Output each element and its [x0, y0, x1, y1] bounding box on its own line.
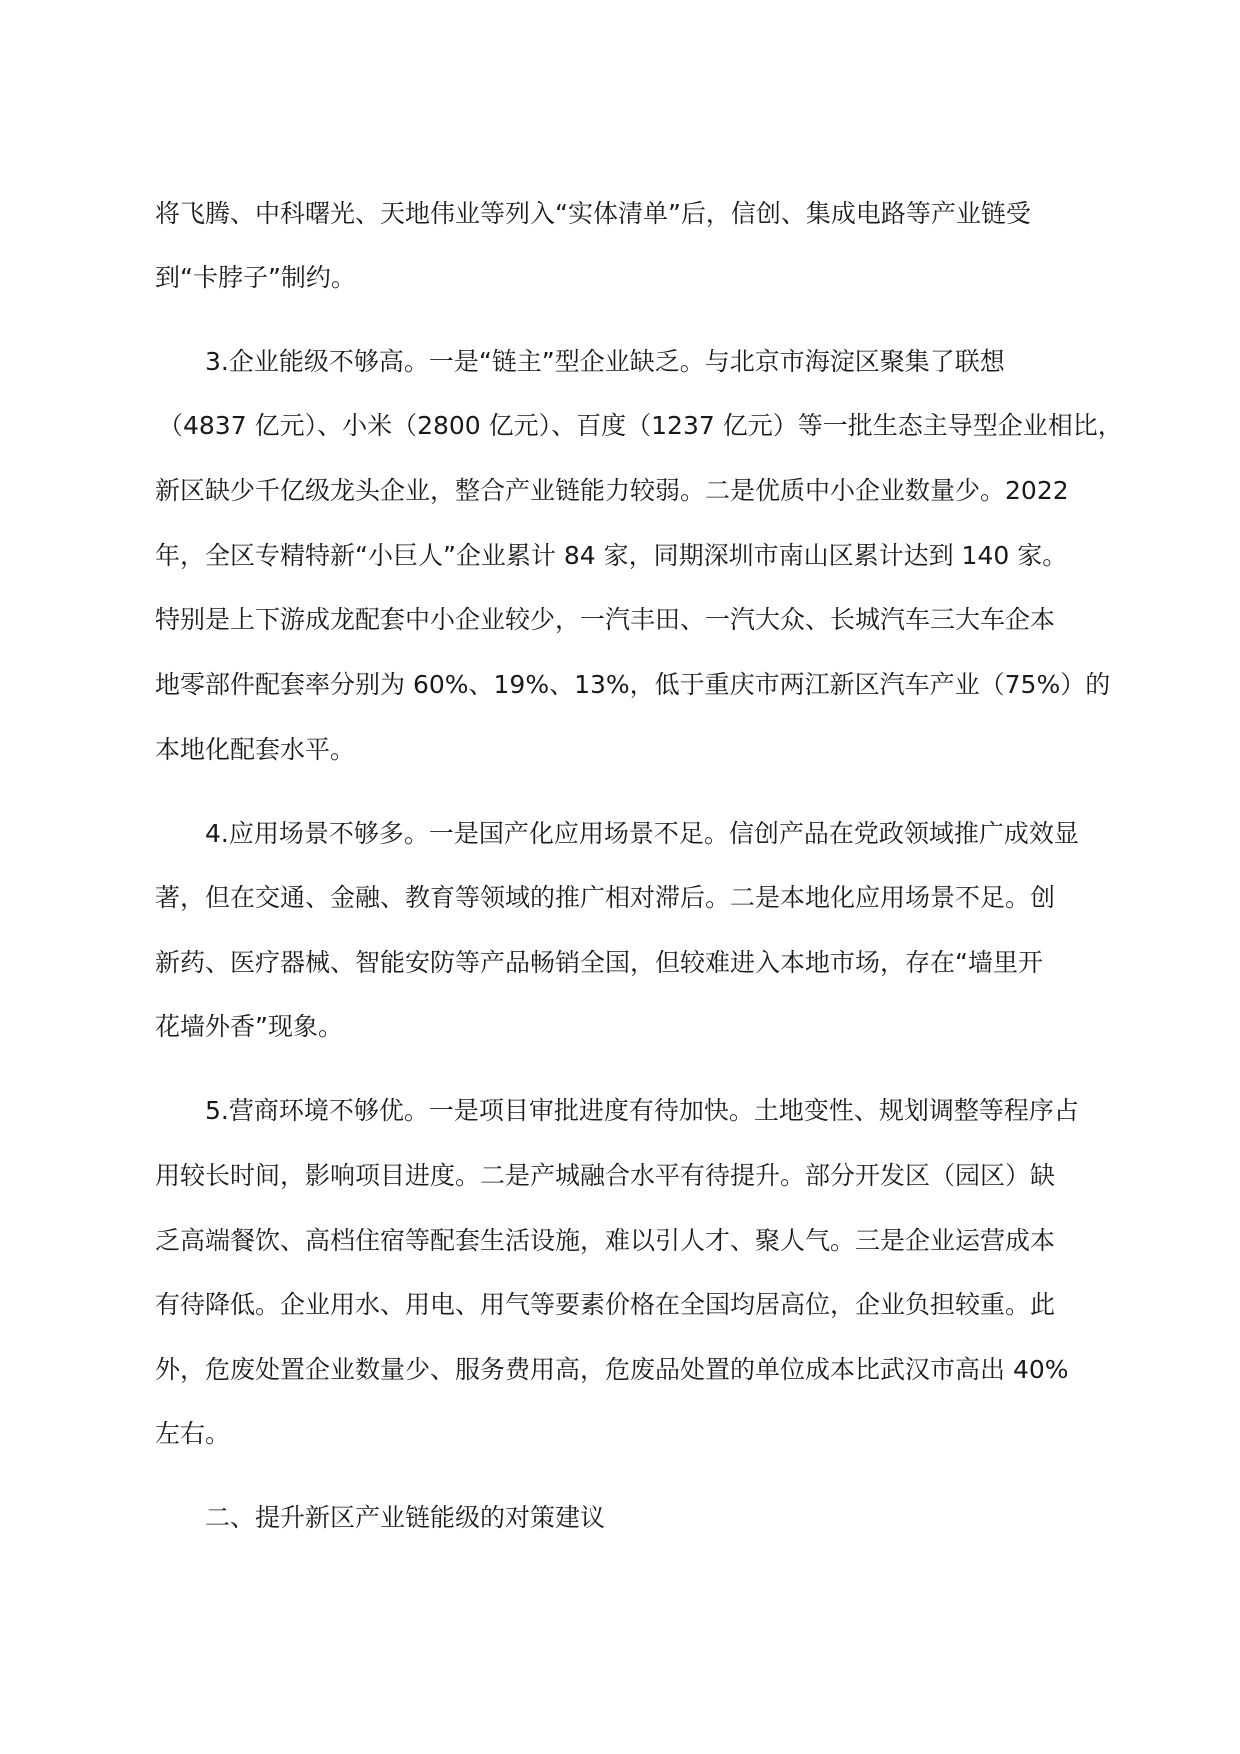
- section-heading: 二、提升新区产业链能级的对策建议: [205, 1503, 606, 1532]
- paragraph-line: 新区缺少千亿级龙头企业，整合产业链能力较弱。二是优质中小企业数量少。2022: [155, 476, 1069, 505]
- paragraph-line: 本地化配套水平。: [155, 735, 356, 764]
- paragraph-line: 新药、医疗器械、智能安防等产品畅销全国，但较难进入本地市场，存在“墙里开: [155, 948, 1043, 977]
- paragraph-line: 将飞腾、中科曙光、天地伟业等列入“实体清单”后，信创、集成电路等产业链受: [155, 199, 1031, 228]
- paragraph-line: 3.企业能级不够高。一是“链主”型企业缺乏。与北京市海淀区聚集了联想: [205, 347, 1005, 376]
- paragraph-line: 5.营商环境不够优。一是项目审批进度有待加快。土地变性、规划调整等程序占: [205, 1096, 1079, 1125]
- paragraph-line: 特别是上下游成龙配套中小企业较少，一汽丰田、一汽大众、长城汽车三大车企本: [155, 605, 1056, 634]
- paragraph-line: 年，全区专精特新“小巨人”企业累计 84 家，同期深圳市南山区累计达到 140 家。: [155, 541, 1068, 570]
- paragraph-line: 地零部件配套率分别为 60%、19%、13%，低于重庆市两江新区汽车产业（75%）的: [155, 670, 1111, 699]
- paragraph-line: 著，但在交通、金融、教育等领域的推广相对滞后。二是本地化应用场景不足。创: [155, 883, 1056, 912]
- paragraph-line: 到“卡脖子”制约。: [155, 263, 356, 292]
- paragraph-line: 乏高端餐饮、高档住宿等配套生活设施，难以引人才、聚人气。三是企业运营成本: [155, 1226, 1056, 1255]
- paragraph-line: 有待降低。企业用水、用电、用气等要素价格在全国均居高位，企业负担较重。此: [155, 1290, 1056, 1319]
- paragraph-line: 外，危废处置企业数量少、服务费用高，危废品处置的单位成本比武汉市高出 40%: [155, 1355, 1069, 1384]
- paragraph-line: 4.应用场景不够多。一是国产化应用场景不足。信创产品在党政领域推广成效显: [205, 819, 1079, 848]
- paragraph-line: （4837 亿元）、小米（2800 亿元）、百度（1237 亿元）等一批生态主导型企业相比，: [158, 411, 1123, 440]
- paragraph-line: 花墙外香”现象。: [155, 1012, 343, 1041]
- paragraph-line: 用较长时间，影响项目进度。二是产城融合水平有待提升。部分开发区（园区）缺: [155, 1161, 1056, 1190]
- paragraph-line: 左右。: [155, 1419, 231, 1448]
